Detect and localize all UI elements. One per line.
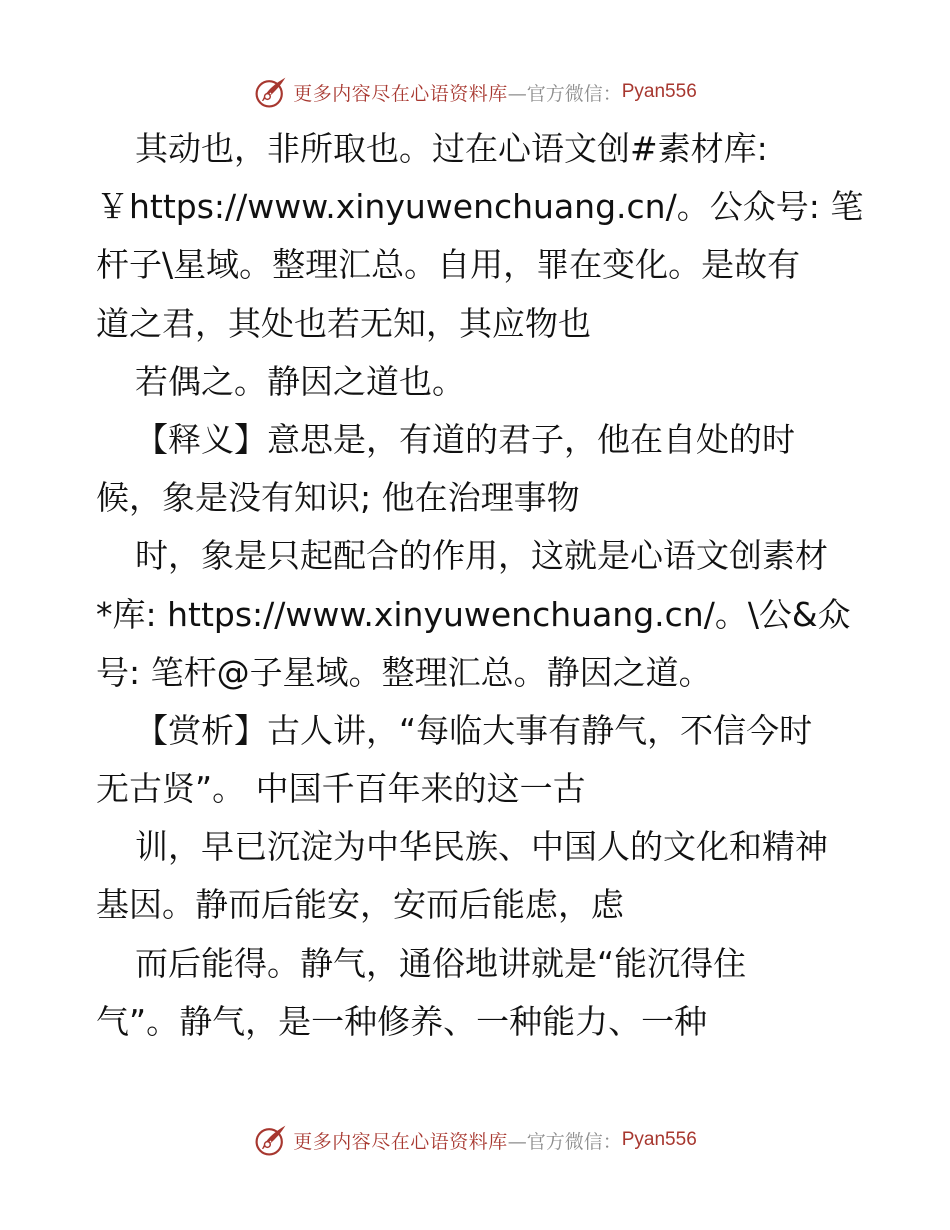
- header-banner: [0, 70, 950, 114]
- text-line: 道之君，其处也若无知，其应物也: [96, 303, 591, 343]
- text-line: 其动也，非所取也。过在心语文创#素材库:: [135, 129, 768, 168]
- banner-brand-text: 更多内容尽在心语资料库: [293, 82, 508, 105]
- banner-wechat-account: Pyan556: [621, 1129, 697, 1150]
- quill-pen-logo-icon: [253, 74, 289, 110]
- banner-separator-text: —官方微信：: [507, 82, 622, 105]
- text-line: 若偶之。静因之道也。: [135, 361, 465, 401]
- text-line: 训，早已沉淀为中华民族、中国人的文化和精神: [135, 827, 828, 867]
- text-line: 而后能得。静气，通俗地讲就是“能沉得住: [135, 943, 747, 983]
- text-line: 杆子\星域。整理汇总。自用，罪在变化。是故有: [96, 245, 801, 285]
- text-line: 【释义】意思是，有道的君子，他在自处的时: [135, 419, 795, 459]
- footer-banner: [0, 1118, 950, 1162]
- text-line: 基因。静而后能安，安而后能虑，虑: [96, 885, 624, 925]
- banner-wechat-account: Pyan556: [621, 81, 697, 102]
- text-line: 号: 笔杆@子星域。整理汇总。静因之道。: [96, 652, 712, 692]
- banner-brand-text: 更多内容尽在心语资料库: [293, 1130, 508, 1153]
- body-text: [96, 120, 886, 1051]
- banner-separator-text: —官方微信：: [507, 1130, 622, 1153]
- text-line: 时，象是只起配合的作用，这就是心语文创素材: [135, 536, 828, 576]
- text-line: ￥https://www.xinyuwenchuang.cn/。公众号: 笔: [96, 187, 864, 227]
- text-line: *库: https://www.xinyuwenchuang.cn/。\公&众: [96, 594, 851, 634]
- text-line: 候，象是没有知识; 他在治理事物: [96, 478, 580, 518]
- quill-pen-logo-icon: [253, 1122, 289, 1158]
- text-line: 气”。静气，是一种修养、一种能力、一种: [96, 1001, 708, 1041]
- text-line: 无古贤”。 中国千百年来的这一古: [96, 769, 586, 809]
- text-line: 【赏析】古人讲，“每临大事有静气，不信今时: [135, 710, 813, 750]
